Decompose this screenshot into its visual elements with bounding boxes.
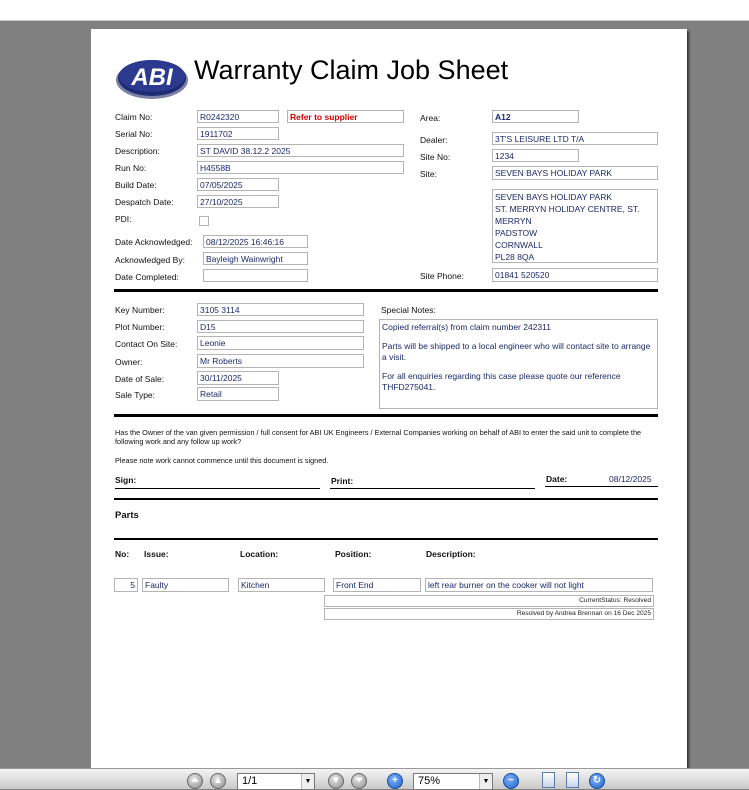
- parts-col-position: Position:: [335, 549, 372, 559]
- last-page-icon[interactable]: ⏷: [351, 773, 367, 789]
- key-number-field: 3105 3114: [197, 303, 364, 316]
- refresh-icon[interactable]: ↻: [589, 773, 605, 789]
- dealer-field: 3T'S LEISURE LTD T/A: [492, 132, 658, 145]
- zoom-out-icon[interactable]: −: [503, 773, 519, 789]
- area-field: A12: [492, 110, 579, 123]
- despatch-date-field: 27/10/2025: [197, 195, 279, 208]
- address-line: MERRYN: [495, 216, 532, 226]
- run-no-label: Run No:: [115, 163, 147, 173]
- site-no-label: Site No:: [420, 152, 451, 162]
- sale-type-field: Retail: [197, 387, 279, 401]
- document-page: [91, 29, 687, 774]
- contact-on-site-label: Contact On Site:: [115, 339, 178, 349]
- claim-no-label: Claim No:: [115, 112, 153, 122]
- plot-number-label: Plot Number:: [115, 322, 165, 332]
- page-number-value: 1/1: [242, 775, 258, 787]
- special-note: Parts will be shipped to a local engineer who will contact site to arrange a visit.: [382, 340, 651, 362]
- address-line: ST. MERRYN HOLIDAY CENTRE, ST.: [495, 204, 640, 214]
- build-date-label: Build Date:: [115, 180, 157, 190]
- section-divider: [114, 289, 658, 292]
- abi-logo: [115, 56, 189, 100]
- serial-no-field: 1911702: [197, 127, 279, 140]
- description-label: Description:: [115, 146, 160, 156]
- special-notes-box: [379, 319, 658, 409]
- previous-page-icon[interactable]: ▲: [210, 773, 226, 789]
- pdi-label: PDI:: [115, 214, 132, 224]
- section-divider: [114, 498, 658, 500]
- serial-no-label: Serial No:: [115, 129, 153, 139]
- page-number-select[interactable]: [237, 773, 315, 790]
- resolved-by: Resolved by Andrea Brennan on 16 Dec 2025: [324, 608, 654, 620]
- parts-heading: Parts: [115, 510, 139, 521]
- top-bar: [0, 0, 749, 21]
- part-no: 5: [114, 578, 138, 592]
- site-no-field: 1234: [492, 149, 579, 162]
- chevron-down-icon: ▼: [479, 774, 492, 789]
- area-label: Area:: [420, 113, 441, 123]
- contact-on-site-field: Leonie: [197, 336, 364, 350]
- acknowledged-by-field: Bayleigh Wainwright: [203, 252, 308, 265]
- page-title: Warranty Claim Job Sheet: [194, 55, 509, 85]
- parts-col-description: Description:: [426, 549, 476, 559]
- part-issue: Faulty: [142, 578, 229, 592]
- build-date-field: 07/05/2025: [197, 178, 279, 191]
- site-label: Site:: [420, 169, 438, 179]
- print-line: [330, 488, 535, 489]
- date-completed-field: [203, 269, 308, 282]
- zoom-in-icon[interactable]: +: [387, 773, 403, 789]
- sign-date-value: 08/12/2025: [609, 474, 652, 484]
- section-divider: [114, 414, 658, 417]
- special-notes-label: Special Notes:: [381, 305, 436, 315]
- section-divider: [114, 538, 658, 540]
- special-note: Copied referral(s) from claim number 242311: [382, 322, 551, 332]
- address-line: PADSTOW: [495, 228, 538, 238]
- first-page-icon[interactable]: ⏶: [187, 773, 203, 789]
- address-line: PL28 8QA: [495, 252, 535, 262]
- document-icon[interactable]: [566, 772, 579, 788]
- zoom-select[interactable]: [413, 773, 493, 790]
- run-no-field: H4558B: [197, 161, 404, 174]
- date-acknowledged-label: Date Acknowledged:: [115, 237, 193, 247]
- next-page-icon[interactable]: ▼: [328, 773, 344, 789]
- date-completed-label: Date Completed:: [115, 272, 179, 282]
- print-label: Print:: [331, 476, 354, 486]
- site-phone-label: Site Phone:: [420, 271, 464, 281]
- claim-no-field: R0242320: [197, 110, 279, 123]
- pdf-toolbar: [0, 768, 749, 789]
- dealer-label: Dealer:: [420, 135, 448, 145]
- chevron-down-icon: ▼: [301, 774, 314, 789]
- parts-col-no: No:: [115, 549, 130, 559]
- zoom-value: 75%: [418, 775, 441, 787]
- date-of-sale-field: 30/11/2025: [197, 371, 279, 385]
- special-note: For all enquiries regarding this case please quote our reference THFD275041.: [382, 370, 621, 392]
- page-view-icon[interactable]: [542, 772, 555, 788]
- site-field: SEVEN BAYS HOLIDAY PARK: [492, 166, 658, 180]
- consent-text: Has the Owner of the van given permission / full consent for ABI UK Engineers / External Companies working on behalf of ABI to enter the said unit to complete the following work and any follow up work?: [115, 428, 642, 446]
- parts-col-location: Location:: [240, 549, 279, 559]
- key-number-label: Key Number:: [115, 305, 165, 315]
- sign-label: Sign:: [115, 475, 137, 485]
- owner-field: Mr Roberts: [197, 354, 364, 368]
- part-position: Front End: [333, 578, 421, 592]
- sale-type-label: Sale Type:: [115, 390, 156, 400]
- date-label: Date:: [546, 474, 568, 484]
- address-line: SEVEN BAYS HOLIDAY PARK: [495, 192, 612, 202]
- address-line: CORNWALL: [495, 240, 543, 250]
- part-description: left rear burner on the cooker will not light: [425, 578, 653, 592]
- site-address: [492, 189, 658, 263]
- despatch-date-label: Despatch Date:: [115, 197, 174, 207]
- date-line: [545, 486, 658, 487]
- sign-line: [115, 488, 320, 489]
- plot-number-field: D15: [197, 320, 364, 333]
- svg-text:ABI: ABI: [131, 64, 173, 91]
- parts-col-issue: Issue:: [144, 549, 169, 559]
- owner-label: Owner:: [115, 357, 143, 367]
- date-acknowledged-field: 08/12/2025 16:46:16: [203, 235, 308, 248]
- site-phone-field: 01841 520520: [492, 268, 658, 282]
- current-status: CurrentStatus: Resolved: [324, 595, 654, 607]
- refer-to-supplier: Refer to supplier: [287, 110, 404, 123]
- part-location: Kitchen: [238, 578, 325, 592]
- acknowledged-by-label: Acknowledged By:: [115, 255, 185, 265]
- date-of-sale-label: Date of Sale:: [115, 374, 165, 384]
- description-field: ST DAVID 38.12.2 2025: [197, 144, 404, 157]
- work-note: Please note work cannot commence until this document is signed.: [115, 456, 329, 465]
- pdi-checkbox: [199, 216, 209, 226]
